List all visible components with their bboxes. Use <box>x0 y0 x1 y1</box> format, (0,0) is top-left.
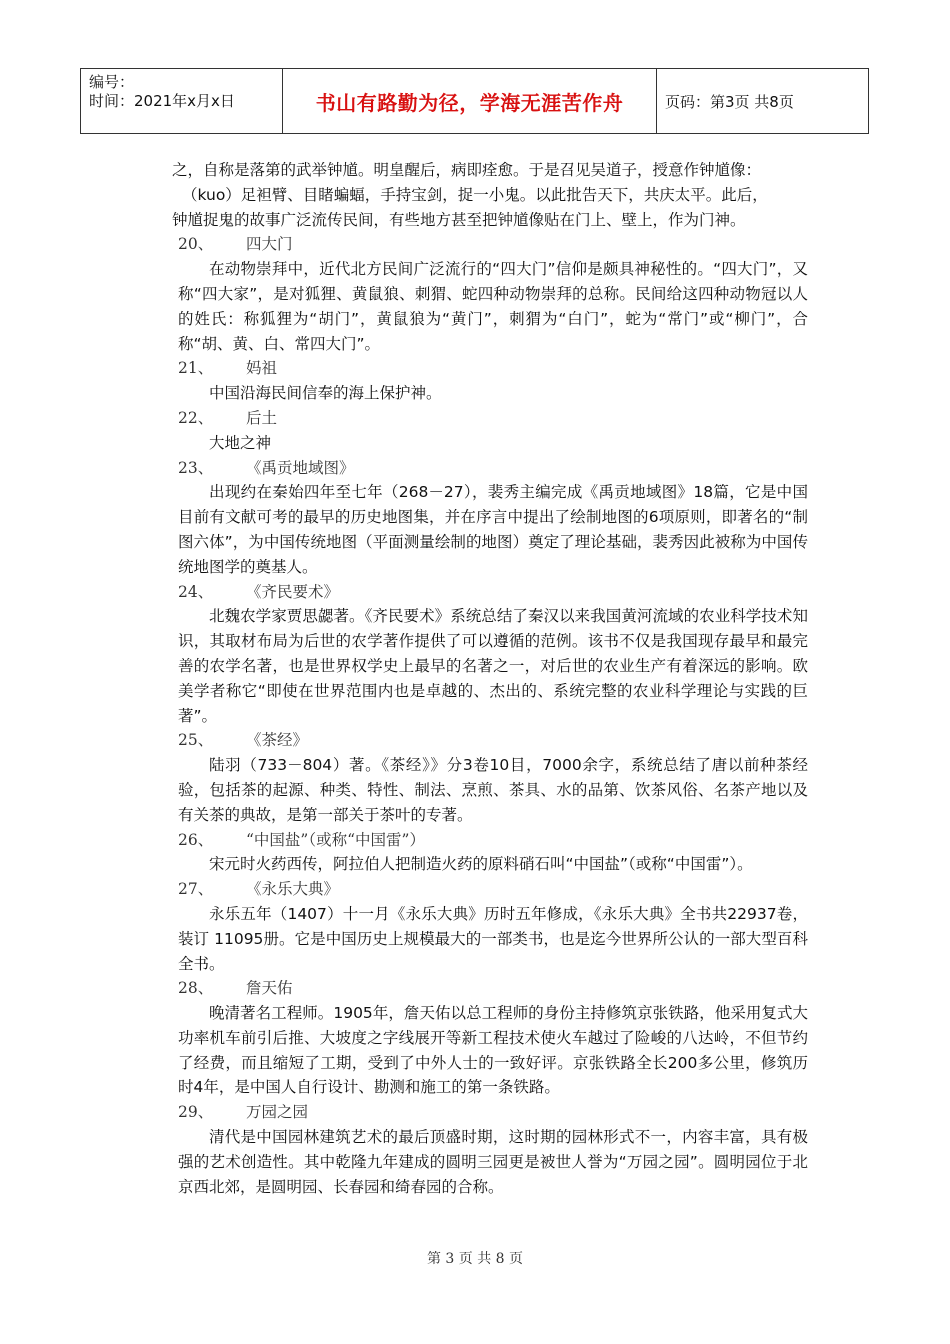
header-motto: 书山有路勤为径，学海无涯苦作舟 <box>315 90 624 115</box>
header-page-cell <box>657 69 868 133</box>
intro-paragraph <box>172 158 808 232</box>
document-time-label: 时间：2021年x月x日 <box>89 92 235 110</box>
section-text-27: 永乐五年（1407）十一月《永乐大典》历时五年修成，《永乐大典》全书共22937卷，装订 11095册。它是中国历史上规模最大的一部类书，也是迄今世界所公认的一部大型百科全书。 <box>178 904 808 973</box>
section-heading-24: 24、 《齐民要术》 <box>178 582 340 601</box>
section-heading-27: 27、 《永乐大典》 <box>178 880 340 899</box>
intro-line-2: （kuo）足袒臂、目睹蝙蝠，手持宝剑，捉一小鬼。以此批告天下，共庆太平。此后， <box>182 185 768 204</box>
section-heading-28: 28、 詹天佑 <box>178 979 293 998</box>
document-number-label: 编号： <box>89 73 135 91</box>
section-text-22: 大地之神 <box>209 433 272 452</box>
page-footer: 第 3 页 共 8 页 <box>426 1251 524 1267</box>
section-heading-29: 29、 万园之园 <box>178 1103 309 1122</box>
section-text-29: 清代是中国园林建筑艺术的最后顶盛时期，这时期的园林形式不一，内容丰富，具有极强的艺术创造性。其中乾隆九年建成的圆明三园更是被世人誉为“万园之园”。圆明园位于北京西北郊，是圆明园、长春园和绮春园的合称。 <box>178 1128 808 1196</box>
page-header <box>80 68 869 134</box>
section-heading-26: 26、 “中国盐”（或称“中国雷”） <box>178 830 425 849</box>
header-motto-cell <box>283 69 657 133</box>
section-text-26: 宋元时火药西传，阿拉伯人把制造火药的原料硝石叫“中国盐”（或称“中国雷”）。 <box>209 855 753 874</box>
section-text-25: 陆羽（733－804）著。《茶经》》分3卷10目，7000余字，系统总结了唐以前种茶经验，包括茶的起源、种类、特性、制法、烹煎、茶具、水的品第、饮茶风俗、名茶产地以及有关茶的典故，是第一部关于茶叶的专著。 <box>178 756 808 824</box>
intro-line-3: 钟馗捉鬼的故事广泛流传民间，有些地方甚至把钟馗像贴在门上、壁上，作为门神。 <box>172 210 746 229</box>
section-text-23: 出现约在秦始四年至七年（268－27），裴秀主编完成《禹贡地域图》18篇，它是中国目前有文献可考的最早的历史地图集，并在序言中提出了绘制地图的6项原则，即著名的“制图六体”，为中国传统地图（平面测量绘制的地图）奠定了理论基础，裴秀因此被称为中国传统地图学的奠基人。 <box>178 483 808 576</box>
section-heading-25: 25、 《茶经》 <box>178 731 309 750</box>
section-text-24: 北魏农学家贾思勰著。《齐民要术》系统总结了秦汉以来我国黄河流域的农业科学技术知识，其取材布局为后世的农学著作提供了可以遵循的范例。该书不仅是我国现存最早和最完善的农学名著，也是世界权学史上最早的名著之一，对后世的农业生产有着深远的影响。欧美学者称它“即使在世界范围内也是卓越的、杰出的、系统完整的农业科学理论与实践的巨著”。 <box>178 607 808 725</box>
header-meta <box>81 69 283 133</box>
section-heading-21: 21、 妈祖 <box>178 359 278 378</box>
section-heading-23: 23、 《禹贡地域图》 <box>178 458 355 477</box>
document-body <box>172 158 808 1199</box>
section-heading-22: 22、 后土 <box>178 408 278 427</box>
section-text-21: 中国沿海民间信奉的海上保护神。 <box>209 384 442 403</box>
section-text-20: 在动物崇拜中，近代北方民间广泛流行的“四大门”信仰是颇具神秘性的。“四大门”，又称“四大家”，是对狐狸、黄鼠狼、刺猬、蛇四种动物崇拜的总称。民间给这四种动物冠以人的姓氏：称狐狸为“胡门”，黄鼠狼为“黄门”，刺猬为“白门”，蛇为“常门”或“柳门”，合称“胡、黄、白、常四大门”。 <box>178 260 808 353</box>
section-text-28: 晚清著名工程师。1905年，詹天佑以总工程师的身份主持修筑京张铁路，他采用复式大功率机车前引后推、大坡度之字线展开等新工程技术使火车越过了险峻的八达岭，不但节约了经费，而且缩短了工期，受到了中外人士的一致好评。京张铁路全长200多公里，修筑历时4年，是中国人自行设计、勘测和施工的第一条铁路。 <box>178 1004 808 1097</box>
section-heading-20: 20、 四大门 <box>178 235 293 254</box>
header-page-label: 页码：第3页 共8页 <box>665 92 794 111</box>
intro-line-1: 之，自称是落第的武举钟馗。明皇醒后，病即痊愈。于是召见吴道子，授意作钟馗像： <box>172 161 762 179</box>
